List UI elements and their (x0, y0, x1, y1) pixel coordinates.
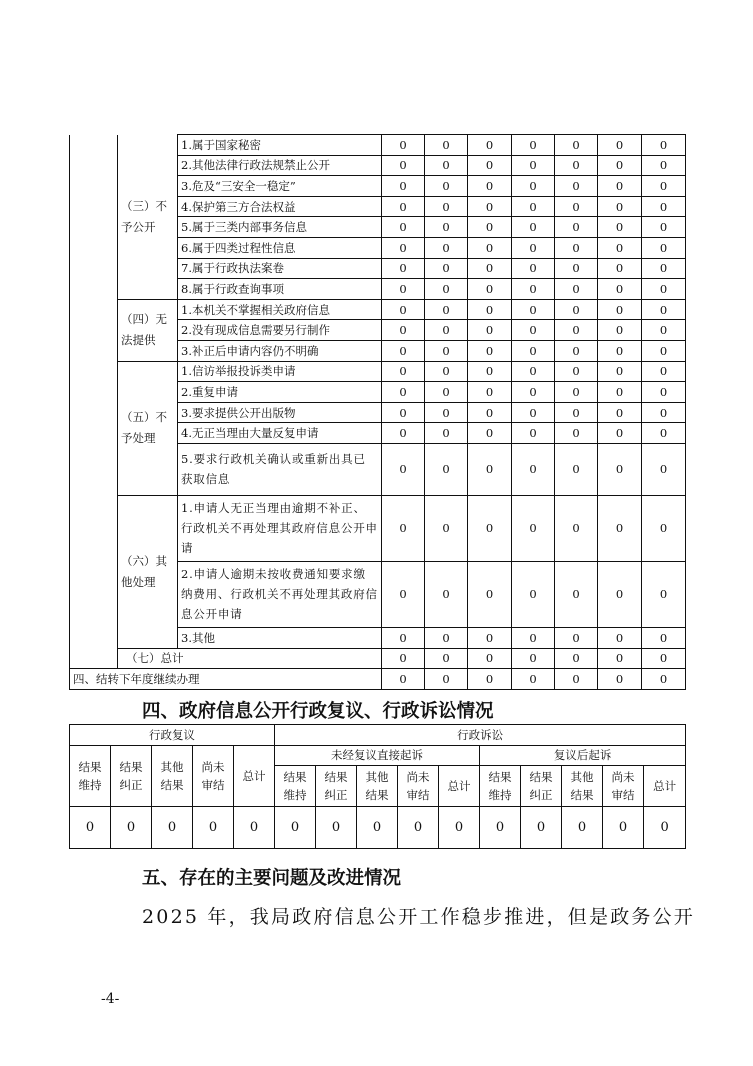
value-cell: 0 (555, 402, 598, 423)
table-row (70, 299, 686, 320)
value-cell: 0 (598, 155, 642, 176)
value-cell: 0 (468, 561, 512, 627)
value-cell: 0 (70, 807, 111, 849)
row-label: 7.属于行政执法案卷 (178, 258, 382, 279)
value-cell: 0 (382, 320, 425, 341)
value-cell: 0 (598, 648, 642, 669)
value-cell: 0 (512, 237, 555, 258)
row-label: 1.信访举报投诉类申请 (178, 361, 382, 382)
value-cell: 0 (425, 299, 468, 320)
value-cell: 0 (642, 279, 686, 300)
group-label: （六）其他处理 (118, 495, 178, 648)
value-cell: 0 (603, 807, 644, 849)
value-cell: 0 (555, 320, 598, 341)
col-header-pending: 尚未审结 (398, 766, 439, 807)
row-label: 3.要求提供公开出版物 (178, 402, 382, 423)
value-cell: 0 (439, 807, 480, 849)
row-label: 2.其他法律行政法规禁止公开 (178, 155, 382, 176)
value-cell: 0 (512, 196, 555, 217)
value-cell: 0 (642, 155, 686, 176)
value-cell: 0 (598, 320, 642, 341)
value-cell: 0 (512, 135, 555, 156)
value-cell: 0 (512, 627, 555, 648)
value-cell: 0 (382, 648, 425, 669)
value-cell: 0 (598, 258, 642, 279)
row-label: 3.危及“三安全一稳定” (178, 176, 382, 197)
litigation-header: 行政诉讼 (275, 725, 686, 746)
value-cell: 0 (555, 155, 598, 176)
value-cell: 0 (193, 807, 234, 849)
col-header-total: 总计 (644, 766, 686, 807)
value-cell: 0 (468, 217, 512, 238)
page-number: -4- (101, 991, 120, 1007)
value-cell: 0 (555, 443, 598, 495)
row-label: 4.保护第三方合法权益 (178, 196, 382, 217)
col-header-maintained: 结果维持 (275, 766, 316, 807)
value-cell: 0 (642, 299, 686, 320)
value-cell: 0 (555, 361, 598, 382)
value-cell: 0 (598, 176, 642, 197)
value-cell: 0 (468, 299, 512, 320)
review-header: 行政复议 (70, 725, 275, 746)
value-cell: 0 (382, 361, 425, 382)
value-cell: 0 (521, 807, 562, 849)
col-header-other: 其他结果 (562, 766, 603, 807)
value-cell: 0 (555, 217, 598, 238)
review-litigation-table (69, 724, 686, 849)
value-cell: 0 (425, 561, 468, 627)
value-cell: 0 (555, 627, 598, 648)
value-cell: 0 (425, 155, 468, 176)
value-cell: 0 (555, 237, 598, 258)
value-cell: 0 (598, 669, 642, 690)
group-label: （三）不予公开 (118, 135, 178, 300)
body-paragraph: 2025 年，我局政府信息公开工作稳步推进，但是政务公开 (142, 906, 695, 928)
col-header-corrected: 结果纠正 (316, 766, 357, 807)
col-header-corrected: 结果纠正 (111, 745, 152, 807)
value-cell: 0 (357, 807, 398, 849)
value-cell: 0 (512, 382, 555, 403)
row-label: 2.重复申请 (178, 382, 382, 403)
value-cell: 0 (382, 155, 425, 176)
value-cell: 0 (468, 135, 512, 156)
row-label: 3.其他 (178, 627, 382, 648)
value-cell: 0 (644, 807, 686, 849)
value-cell: 0 (562, 807, 603, 849)
value-cell: 0 (152, 807, 193, 849)
value-cell: 0 (468, 320, 512, 341)
value-cell: 0 (512, 176, 555, 197)
value-cell: 0 (555, 495, 598, 561)
section-heading-problems: 五、存在的主要问题及改进情况 (142, 868, 402, 889)
row-label: 3.补正后申请内容仍不明确 (178, 340, 382, 361)
value-cell: 0 (382, 258, 425, 279)
value-cell: 0 (642, 217, 686, 238)
value-cell: 0 (555, 382, 598, 403)
value-cell: 0 (468, 648, 512, 669)
value-cell: 0 (425, 258, 468, 279)
row-label: 5.要求行政机关确认或重新出具已获取信息 (178, 443, 382, 495)
value-cell: 0 (512, 443, 555, 495)
value-cell: 0 (468, 258, 512, 279)
group-label: （四）无法提供 (118, 299, 178, 361)
value-cell: 0 (382, 237, 425, 258)
value-cell: 0 (555, 423, 598, 444)
value-cell: 0 (425, 320, 468, 341)
col-header-total: 总计 (234, 745, 275, 807)
value-cell: 0 (275, 807, 316, 849)
value-cell: 0 (598, 361, 642, 382)
value-cell: 0 (642, 443, 686, 495)
value-cell: 0 (642, 320, 686, 341)
value-cell: 0 (642, 361, 686, 382)
value-cell: 0 (555, 648, 598, 669)
row-label: 4.无正当理由大量反复申请 (178, 423, 382, 444)
value-cell: 0 (598, 423, 642, 444)
value-cell: 0 (382, 196, 425, 217)
value-cell: 0 (382, 382, 425, 403)
value-cell: 0 (642, 495, 686, 561)
value-cell: 0 (512, 402, 555, 423)
col-header-maintained: 结果维持 (480, 766, 521, 807)
value-cell: 0 (598, 135, 642, 156)
value-cell: 0 (512, 217, 555, 238)
value-cell: 0 (316, 807, 357, 849)
value-cell: 0 (425, 176, 468, 197)
value-cell: 0 (480, 807, 521, 849)
value-cell: 0 (512, 361, 555, 382)
value-cell: 0 (398, 807, 439, 849)
col-header-corrected: 结果纠正 (521, 766, 562, 807)
value-cell: 0 (512, 648, 555, 669)
value-cell: 0 (425, 669, 468, 690)
value-cell: 0 (555, 279, 598, 300)
value-cell: 0 (425, 423, 468, 444)
value-cell: 0 (468, 176, 512, 197)
value-cell: 0 (512, 155, 555, 176)
value-cell: 0 (425, 382, 468, 403)
value-cell: 0 (382, 135, 425, 156)
col-header-total: 总计 (439, 766, 480, 807)
value-cell: 0 (555, 340, 598, 361)
value-cell: 0 (382, 443, 425, 495)
value-cell: 0 (425, 196, 468, 217)
value-cell: 0 (598, 237, 642, 258)
value-cell: 0 (468, 196, 512, 217)
carry-over-label: 四、结转下年度继续办理 (70, 669, 382, 690)
value-cell: 0 (425, 135, 468, 156)
value-cell: 0 (382, 217, 425, 238)
value-cell: 0 (598, 627, 642, 648)
value-cell: 0 (425, 237, 468, 258)
total-label: （七）总计 (118, 648, 382, 669)
value-cell: 0 (642, 627, 686, 648)
direct-suit-header: 未经复议直接起诉 (275, 745, 480, 766)
value-cell: 0 (468, 423, 512, 444)
value-cell: 0 (468, 627, 512, 648)
group-label: （五）不予处理 (118, 361, 178, 495)
value-cell: 0 (598, 561, 642, 627)
value-cell: 0 (425, 627, 468, 648)
col-header-pending: 尚未审结 (193, 745, 234, 807)
value-cell: 0 (642, 382, 686, 403)
value-cell: 0 (642, 176, 686, 197)
value-cell: 0 (468, 361, 512, 382)
value-cell: 0 (512, 258, 555, 279)
value-cell: 0 (382, 423, 425, 444)
row-label: 1.属于国家秘密 (178, 135, 382, 156)
value-cell: 0 (512, 279, 555, 300)
value-cell: 0 (111, 807, 152, 849)
disclosure-results-table (69, 134, 686, 690)
value-cell: 0 (382, 299, 425, 320)
value-cell: 0 (555, 196, 598, 217)
value-cell: 0 (598, 443, 642, 495)
value-cell: 0 (468, 237, 512, 258)
row-label: 8.属于行政查询事项 (178, 279, 382, 300)
total-row (70, 648, 686, 669)
value-cell: 0 (642, 196, 686, 217)
col-header-pending: 尚未审结 (603, 766, 644, 807)
value-cell: 0 (598, 402, 642, 423)
row-label: 2.申请人逾期未按收费通知要求缴纳费用、行政机关不再处理其政府信息公开申请 (178, 561, 382, 627)
value-cell: 0 (382, 340, 425, 361)
value-cell: 0 (512, 423, 555, 444)
value-cell: 0 (468, 382, 512, 403)
value-cell: 0 (425, 648, 468, 669)
value-cell: 0 (555, 299, 598, 320)
value-cell: 0 (382, 279, 425, 300)
value-cell: 0 (598, 217, 642, 238)
value-cell: 0 (512, 320, 555, 341)
value-cell: 0 (642, 669, 686, 690)
row-label: 2.没有现成信息需要另行制作 (178, 320, 382, 341)
value-cell: 0 (468, 443, 512, 495)
row-label: 6.属于四类过程性信息 (178, 237, 382, 258)
value-cell: 0 (468, 669, 512, 690)
value-cell: 0 (468, 279, 512, 300)
carry-over-row (70, 669, 686, 690)
row-label: 5.属于三类内部事务信息 (178, 217, 382, 238)
value-cell: 0 (555, 176, 598, 197)
value-cell: 0 (642, 258, 686, 279)
after-review-header: 复议后起诉 (480, 745, 686, 766)
col-header-other: 其他结果 (357, 766, 398, 807)
row-label: 1.申请人无正当理由逾期不补正、行政机关不再处理其政府信息公开申请 (178, 495, 382, 561)
value-cell: 0 (425, 340, 468, 361)
value-cell: 0 (642, 135, 686, 156)
value-cell: 0 (382, 176, 425, 197)
value-cell: 0 (425, 217, 468, 238)
value-cell: 0 (598, 299, 642, 320)
row-label: 1.本机关不掌握相关政府信息 (178, 299, 382, 320)
table-row (70, 361, 686, 382)
value-cell: 0 (468, 495, 512, 561)
value-cell: 0 (642, 340, 686, 361)
value-cell: 0 (382, 402, 425, 423)
value-cell: 0 (642, 237, 686, 258)
table-row (70, 495, 686, 561)
value-cell: 0 (425, 402, 468, 423)
value-cell: 0 (555, 561, 598, 627)
value-cell: 0 (234, 807, 275, 849)
value-cell: 0 (642, 402, 686, 423)
value-cell: 0 (555, 135, 598, 156)
value-cell: 0 (512, 495, 555, 561)
value-cell: 0 (425, 443, 468, 495)
value-cell: 0 (598, 279, 642, 300)
value-cell: 0 (468, 340, 512, 361)
value-cell: 0 (468, 402, 512, 423)
col-header-maintained: 结果维持 (70, 745, 111, 807)
value-cell: 0 (382, 669, 425, 690)
value-cell: 0 (555, 669, 598, 690)
value-cell: 0 (598, 382, 642, 403)
value-cell: 0 (642, 561, 686, 627)
value-cell: 0 (512, 669, 555, 690)
value-cell: 0 (425, 361, 468, 382)
value-cell: 0 (512, 561, 555, 627)
value-cell: 0 (512, 299, 555, 320)
value-cell: 0 (642, 423, 686, 444)
value-cell: 0 (468, 155, 512, 176)
value-cell: 0 (598, 196, 642, 217)
table-row (70, 135, 686, 156)
value-cell: 0 (512, 340, 555, 361)
value-cell: 0 (598, 495, 642, 561)
value-cell: 0 (382, 561, 425, 627)
value-cell: 0 (425, 279, 468, 300)
value-cell: 0 (642, 648, 686, 669)
col-header-other: 其他结果 (152, 745, 193, 807)
outer-category-cell (70, 135, 118, 669)
value-cell: 0 (382, 495, 425, 561)
value-cell: 0 (555, 258, 598, 279)
value-cell: 0 (425, 495, 468, 561)
value-cell: 0 (382, 627, 425, 648)
value-cell: 0 (598, 340, 642, 361)
section-heading-review-litigation: 四、政府信息公开行政复议、行政诉讼情况 (142, 701, 494, 722)
